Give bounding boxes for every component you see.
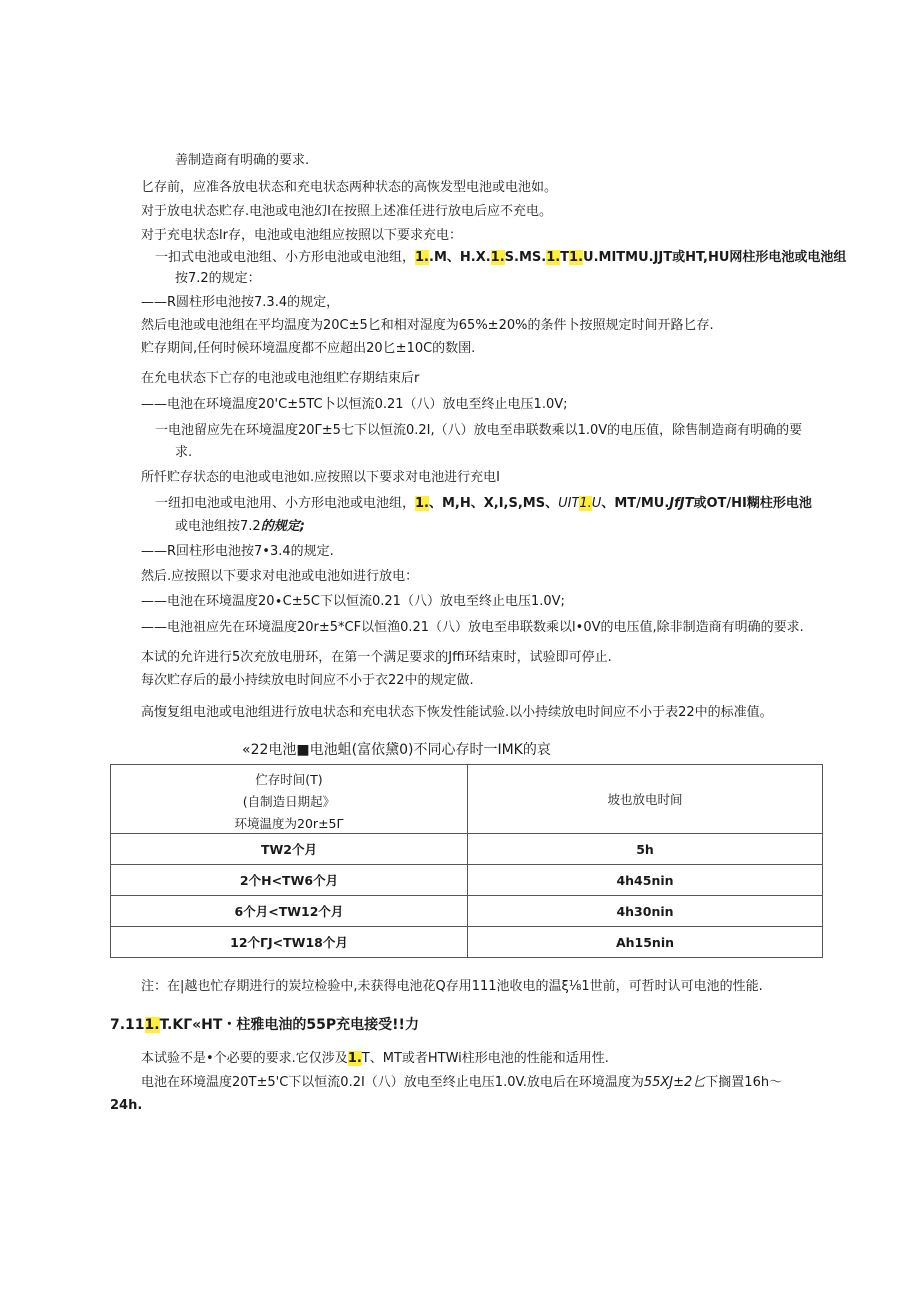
text-line: 然后.应按照以下要求对电池或电池如进行放电： bbox=[141, 569, 419, 584]
table-cell: 12个ΓJ<TW18个月 bbox=[111, 927, 468, 958]
table-header-cell: 坡也放电时间 bbox=[468, 765, 823, 834]
text-line: ——R回柱形电池按7•3.4的规定. bbox=[141, 544, 334, 559]
text-line: 求. bbox=[175, 445, 193, 460]
text-line bbox=[155, 495, 812, 513]
text-line: 每次贮存后的最小持续放电时间应不小于衣22中的规定做. bbox=[141, 673, 474, 688]
table-cell: TW2个月 bbox=[111, 834, 468, 865]
highlight-mark: 1. bbox=[415, 496, 429, 511]
text-line: 然后电池或电池组在平均温度为20C±5匕和相对湿度为65%±20%的条件卜按照规定时间开路匕存. bbox=[141, 318, 714, 333]
table-row bbox=[111, 896, 823, 927]
table-header-row bbox=[111, 765, 823, 834]
table-note: 注：在|越也忙存期进行的炭垃检验中,未获得电池花Q存用111池收电的温ξ⅛1世前，可哲时认可电池的性能. bbox=[141, 979, 763, 994]
table-row bbox=[111, 834, 823, 865]
text-span: 或电池组按7.2 bbox=[175, 519, 261, 534]
text-span: U.MITMU.JJT或HT,HU网柱形电池或电池组 bbox=[583, 250, 847, 265]
text-span: U bbox=[591, 496, 602, 511]
text-line: ——R圆柱形电池按7.3.4的规定， bbox=[141, 295, 340, 310]
table-row bbox=[111, 927, 823, 958]
section-number: 7.11 bbox=[110, 1017, 145, 1033]
table-cell: 2个H<TW6个月 bbox=[111, 865, 468, 896]
text-span: 下搁置16h〜 bbox=[705, 1075, 783, 1090]
text-line: 善制造商有明确的要求. bbox=[175, 153, 310, 168]
text-line: 所忏贮存状态的电池或电池如.应按照以下要求对电池进行充电I bbox=[141, 470, 500, 485]
highlight-mark: 1. bbox=[569, 250, 584, 265]
table-header-cell bbox=[111, 765, 468, 834]
text-line: 本试的允许进行5次充放电册环，在第一个满足要求的Jffi环结束时，试验即可停止. bbox=[141, 650, 612, 665]
highlight-mark: 1. bbox=[546, 250, 561, 265]
text-line: 贮存期间,任何时候环境温度都不应超出20匕±10C的数圉. bbox=[141, 341, 476, 356]
text-line: 对于充电状态lr存，电池或电池组应按照以下要求充电： bbox=[141, 228, 462, 243]
header-line: 环境温度为20r±5Γ bbox=[234, 816, 344, 831]
text-line: 一电池留应先在环境温度20Γ±5七下以恒流0.2I,（八）放电至串联数乘以1.0V的电压值，除售制造商有明确的要 bbox=[155, 423, 803, 438]
highlight-mark: 1. bbox=[144, 1017, 160, 1033]
text-line: 匕存前，应准各放电状态和充电状态两种状态的高恢发型电池或电池如。 bbox=[141, 180, 558, 195]
table-cell: 5h bbox=[468, 834, 823, 865]
text-line bbox=[141, 1050, 609, 1068]
text-line: 高愎复组电池或电池组进行放电状态和充电状态下恢发性能试验.以小持续放电时间应不小于表22中的标准值。 bbox=[141, 705, 773, 720]
text-span: S.MS. bbox=[504, 250, 547, 265]
table-cell: 4h30nin bbox=[468, 896, 823, 927]
text-span: T bbox=[560, 250, 570, 265]
text-line bbox=[155, 249, 846, 267]
storage-table bbox=[110, 764, 823, 958]
text-line: 在允电状态下亡存的电池或电池组贮存期结束后r bbox=[141, 371, 420, 386]
table-row bbox=[111, 865, 823, 896]
highlight-mark: 1. bbox=[579, 496, 592, 511]
text-span: 电池在环境温度20T±5'C下以恒流0.2I（八）放电至终止电压1.0V.放电后在环境温度为 bbox=[141, 1075, 644, 1090]
highlight-mark: 1. bbox=[490, 250, 505, 265]
highlight-mark: 1. bbox=[415, 250, 429, 265]
text-span: UIT bbox=[558, 496, 580, 511]
header-line: 伫存时间(T) bbox=[255, 772, 323, 787]
text-span: 本试验不是•个必要的要求.它仅涉及 bbox=[141, 1051, 348, 1066]
text-span: 的规定; bbox=[260, 519, 305, 534]
text-line: ——电池祖应先在环境温度20r±5*CF以恒渔0.21（八）放电至串联数乘以l•0V的电压值,除非制造商有明确的要求. bbox=[141, 620, 804, 635]
text-line: 按7.2的规定： bbox=[175, 271, 261, 286]
header-lines bbox=[111, 769, 467, 833]
highlight-mark: 1. bbox=[347, 1051, 362, 1066]
text-span: 、M,H、X,I,S,MS、 bbox=[429, 496, 559, 511]
table-title: «22电池■电池蛆(富依黛0)不同心存时一IMK的哀 bbox=[242, 742, 551, 758]
header-line: (自制造日期起》 bbox=[242, 794, 336, 809]
header-clip bbox=[111, 765, 467, 833]
text-span: 55XJ±2匕 bbox=[643, 1075, 706, 1090]
section-title: T.KГ«HT・柱雅电油的55P充电接受!!力 bbox=[159, 1017, 419, 1033]
table-cell: 6个月<TW12个月 bbox=[111, 896, 468, 927]
text-span: .M、H.X. bbox=[429, 250, 491, 265]
text-span: 、MT/MU. bbox=[601, 496, 670, 511]
text-line bbox=[141, 1074, 782, 1092]
text-span: 一扣式电池或电池组、小方形电池或电池组， bbox=[155, 250, 416, 265]
table-cell: 4h45nin bbox=[468, 865, 823, 896]
table-cell: Ah15nin bbox=[468, 927, 823, 958]
text-line: 24h. bbox=[110, 1098, 143, 1113]
text-span: JfJT bbox=[669, 496, 694, 511]
text-line bbox=[175, 518, 305, 536]
text-span: 或OT/HI糊柱形电池 bbox=[693, 496, 812, 511]
text-line: ——电池在环境温度20∙C±5C下以恒流0.21（八）放电至终止电压1.0V; bbox=[141, 594, 565, 609]
text-line: 对于放电状态贮存.电池或电池幻I在按照上述准任进行放电后应不充电。 bbox=[141, 204, 552, 219]
text-span: T、MT或者HTWi柱形电池的性能和适用性. bbox=[361, 1051, 609, 1066]
text-line: ——电池在环境温度20'C±5TC卜以恒流0.21（八）放电至终止电压1.0V; bbox=[141, 397, 568, 412]
section-heading bbox=[110, 1016, 419, 1034]
text-span: 一纽扣电池或电池用、小方形电池或电池组， bbox=[155, 496, 416, 511]
